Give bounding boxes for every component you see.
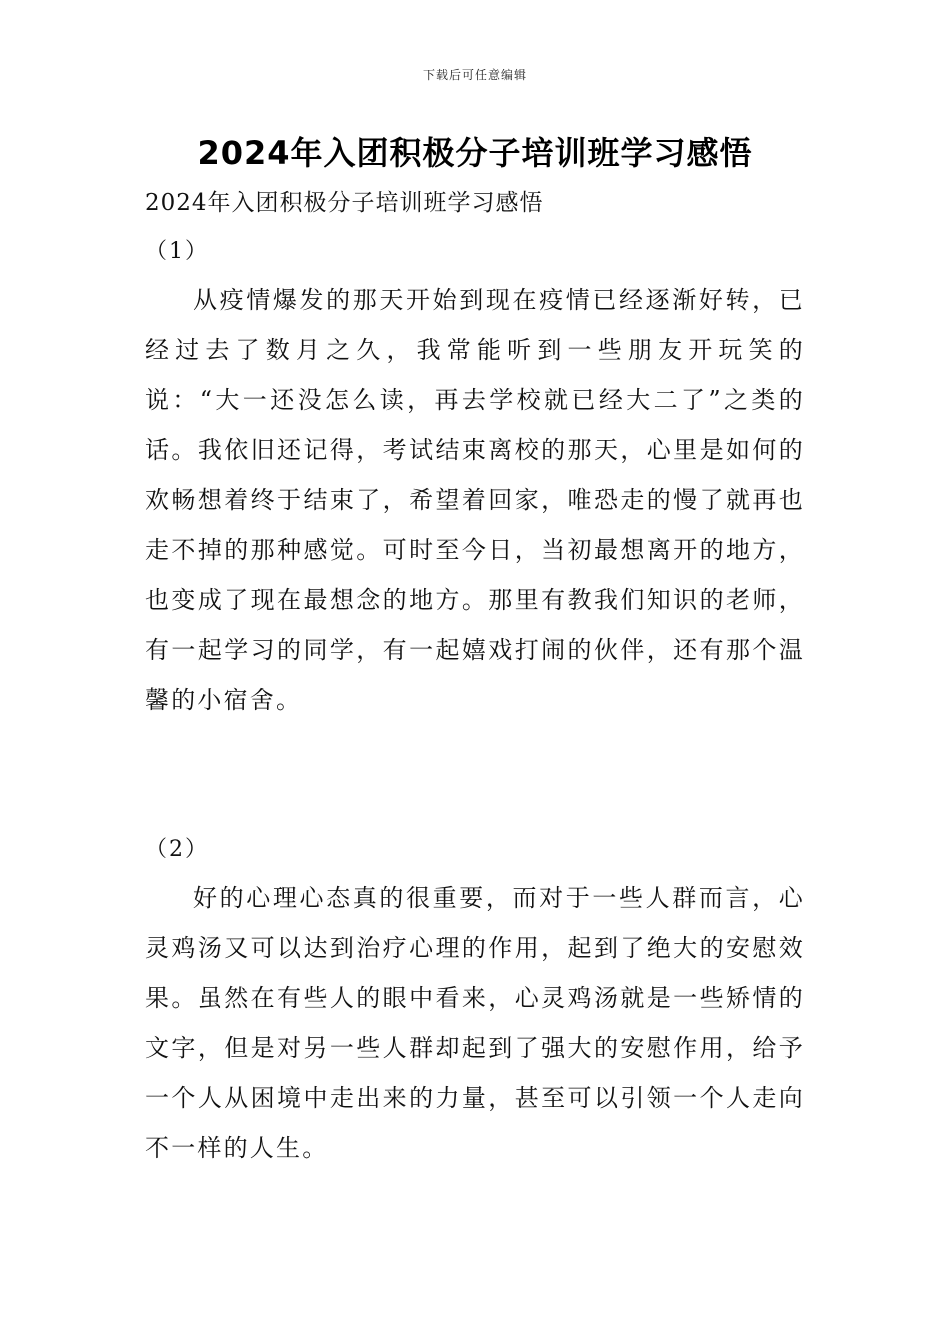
section-label-2: （2） [145,837,209,862]
header-note: 下载后可任意编辑 [422,68,527,82]
section-paragraph-2: 好的心理心态真的很重要，而对于一些人群而言，心灵鸡汤又可以达到治疗心理的作用，起到了绝大的安慰效果。虽然在有些人的眼中看来，心灵鸡汤就是一些矫情的文字，但是对另一些人群却起到了强大的安慰作用，给予一个人从困境中走出来的力量，甚至可以引领一个人走向不一样的人生。 [145,884,805,1162]
document-title: 2024年入团积极分子培训班学习感悟 [197,134,753,172]
section-label-1: （1） [145,239,209,264]
document-subtitle: 2024年入团积极分子培训班学习感悟 [145,190,544,216]
section-paragraph-1: 从疫情爆发的那天开始到现在疫情已经逐渐好转，已经过去了数月之久，我常能听到一些朋友开玩笑的说：“大一还没怎么读，再去学校就已经大二了”之类的话。我依旧还记得，考试结束离校的那天，心里是如何的欢畅想着终于结束了，希望着回家，唯恐走的慢了就再也走不掉的那种感觉。可时至今日，当初最想离开的地方，也变成了现在最想念的地方。那里有教我们知识的老师，有一起学习的同学，有一起嬉戏打闹的伙伴，还有那个温馨的小宿舍。 [145,286,805,714]
